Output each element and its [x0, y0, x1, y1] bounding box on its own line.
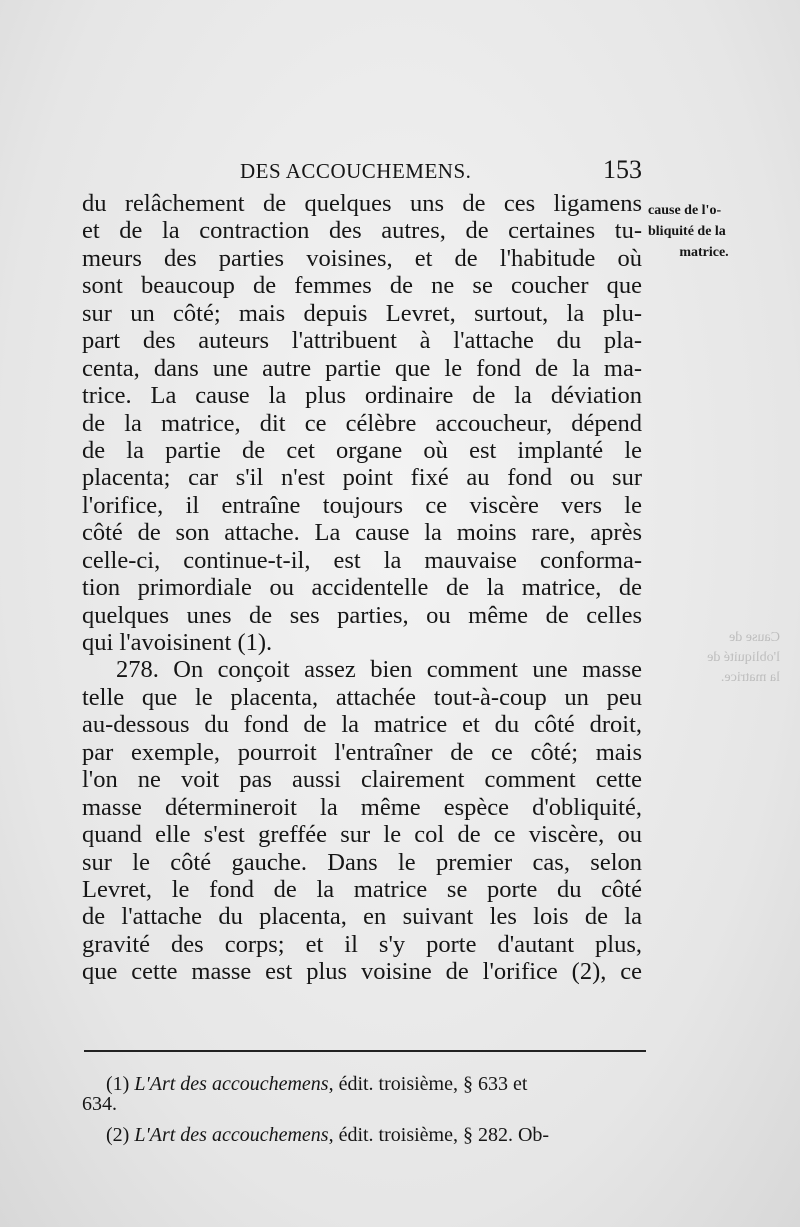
- text-line: par exemple, pourroit l'entraîner de ce côté; mais: [82, 738, 642, 766]
- footnotes: [82, 1074, 650, 1145]
- text-line: sur le côté gauche. Dans le premier cas, selon: [82, 848, 642, 876]
- footnote-1-continuation: 634.: [82, 1093, 117, 1115]
- footnote-marker: (1): [106, 1073, 130, 1095]
- margin-note-line: matrice.: [679, 245, 729, 260]
- running-head: [240, 155, 642, 189]
- text-line: du relâchement de quelques uns de ces ligamens: [82, 190, 642, 217]
- footnote-2: [82, 1125, 650, 1145]
- text-line: qui l'avoisinent (1).: [82, 629, 273, 656]
- margin-note-line: bliquité de la: [648, 224, 726, 239]
- text-line: gravité des corps; et il s'y porte d'autant plus,: [82, 930, 642, 958]
- text-line: telle que le placenta, attachée tout-à-coup un peu: [82, 683, 642, 711]
- text-line: l'on ne voit pas aussi clairement comment cette: [82, 766, 642, 794]
- text-line: de l'attache du placenta, en suivant les lois de la: [82, 903, 642, 931]
- text-line: quelques unes de ses parties, ou même de celles: [82, 601, 642, 629]
- body-text: [82, 190, 642, 986]
- footnote-text: , édit. troisième, § 282. Ob-: [328, 1124, 550, 1146]
- text-line: de la partie de cet organe où est implanté le: [82, 436, 642, 464]
- bleed-through-line: la matrice.: [720, 670, 780, 685]
- text-line: meurs des parties voisines, et de l'habitude où: [82, 244, 642, 272]
- text-line: centa, dans une autre partie que le fond de la ma-: [82, 354, 642, 382]
- text-line: au-dessous du fond de la matrice et du côté droit,: [82, 711, 642, 739]
- text-line: tion primordiale ou accidentelle de la matrice, de: [82, 574, 642, 602]
- running-head-title: DES ACCOUCHEMENS.: [240, 159, 472, 183]
- text-line: masse détermineroit la même espèce d'obliquité,: [82, 793, 642, 821]
- text-line: que cette masse est plus voisine de l'orifice (2), ce: [82, 958, 642, 986]
- footnote-title: L'Art des accouchemens: [134, 1124, 329, 1146]
- margin-note-line: cause de l'o-: [648, 203, 722, 218]
- text-line: sont beaucoup de femmes de ne se coucher que: [82, 272, 642, 300]
- bleed-through-text: [650, 628, 780, 688]
- text-line: de la matrice, dit ce célèbre accoucheur, dépend: [82, 409, 642, 437]
- page-number: 153: [603, 155, 642, 184]
- footnote-marker: (2): [106, 1124, 130, 1146]
- bleed-through-line: Cause de: [729, 630, 780, 645]
- text-line: côté de son attache. La cause la moins rare, après: [82, 519, 642, 547]
- text-line: et de la contraction des autres, de certaines tu-: [82, 217, 642, 245]
- text-line: celle-ci, continue-t-il, est la mauvaise conforma-: [82, 546, 642, 574]
- margin-note: [648, 200, 800, 263]
- text-line: l'orifice, il entraîne toujours ce viscère vers le: [82, 491, 642, 519]
- bleed-through-line: l'obliquité de: [707, 650, 780, 665]
- text-line: quand elle s'est greffée sur le col de ce viscère, ou: [82, 821, 642, 849]
- text-line: trice. La cause la plus ordinaire de la déviation: [82, 382, 642, 410]
- footnote-title: L'Art des accouchemens: [134, 1073, 329, 1095]
- paragraph-start-line: 278. On conçoit assez bien comment une masse: [116, 656, 642, 684]
- text-line: part des auteurs l'attribuent à l'attache du pla-: [82, 327, 642, 355]
- text-line: placenta; car s'il n'est point fixé au fond ou sur: [82, 464, 642, 492]
- text-line: sur un côté; mais depuis Levret, surtout, la plu-: [82, 299, 642, 327]
- footnote-rule: [84, 1050, 646, 1052]
- footnote-text: , édit. troisième, § 633 et: [328, 1073, 528, 1095]
- text-line: Levret, le fond de la matrice se porte du côté: [82, 875, 642, 903]
- footnote-1: [82, 1074, 650, 1094]
